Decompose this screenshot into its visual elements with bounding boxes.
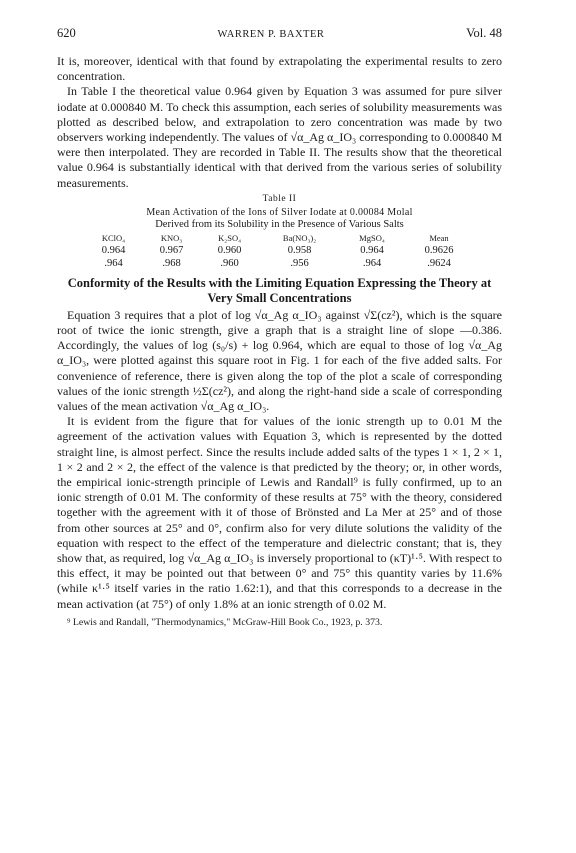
section-heading: Conformity of the Results with the Limiting Equation Expressing the Theory at Very Small Concentrations — [67, 275, 492, 305]
paragraph-continuation: It is, moreover, identical with that found by extrapolating the experimental results to zero concentration. — [57, 54, 502, 84]
table-cell: 0.967 — [159, 244, 184, 256]
paragraph-equation-3: Equation 3 requires that a plot of log √α_Ag α_IO₃ against √Σ(cz²), which is the square root of twice the ionic strength, give a graph that is a straight line of slope —0.386. Accordingly, the values of log (s₀/s) + log 0.964, which are equal to those of log √α_Ag α_IO₃, were plotted against this square root in Fig. 1 for each of the five added salts. For convenience of reference, there is given along the top of the plot a scale of corresponding values of the ionic strength ½Σ(cz²), and along the right-hand side a scale of corresponding values of the mean activation √α_Ag α_IO₃. — [57, 307, 502, 414]
table-cell: 0.964 — [101, 244, 126, 256]
table-cell: 0.964 — [360, 244, 384, 256]
table-caption: Table II — [262, 193, 297, 204]
footnote: ⁹ Lewis and Randall, "Thermodynamics," McGraw-Hill Book Co., 1923, p. 373. — [67, 616, 383, 628]
column-header: Mean — [429, 232, 449, 243]
page-number: 620 — [57, 26, 76, 40]
activation-table — [85, 232, 475, 270]
column-header: KNO₃ — [160, 232, 183, 243]
table-cell: .968 — [162, 257, 181, 269]
column-header: KClO₄ — [101, 232, 126, 243]
table-header-row — [85, 232, 475, 244]
table-cell: .956 — [290, 257, 309, 269]
paragraph-table-intro: In Table I the theoretical value 0.964 given by Equation 3 was assumed for pure silver iodate at 0.000840 M. To check this assumption, each series of solubility measurements was plotted as described below, and extrapolation to zero concentration was made by two observers working independently. The values of √α_Ag α_IO₃ corresponding to 0.000840 M were then interpolated. They are recorded in Table II. The results show that the theoretical value 0.964 is substantially identical with that derived from the various series of solubility measurements. — [57, 84, 502, 190]
table-cell: .960 — [220, 257, 239, 269]
table-cell: 0.960 — [217, 244, 242, 256]
journal-page — [57, 26, 502, 629]
column-header: MgSO₄ — [359, 232, 385, 243]
table-cell: .964 — [104, 257, 123, 269]
table-row — [85, 244, 475, 257]
running-header — [57, 26, 502, 44]
table-row — [85, 257, 475, 270]
column-header: K₂SO₄ — [218, 232, 242, 243]
column-header: Ba(NO₃)₂ — [282, 232, 317, 243]
table-cell: .964 — [362, 257, 382, 269]
table-subtitle: Derived from its Solubility in the Presence of Various Salts — [155, 218, 404, 230]
table-title: Mean Activation of the Ions of Silver Iodate at 0.00084 Molal — [146, 206, 413, 218]
paragraph-figure-discussion: It is evident from the figure that for values of the ionic strength up to 0.01 M the agreement of the activation values with Equation 3, which is represented by the dotted straight line, is almost perfect. Since the results include added salts of the types 1 × 1, 2 × 1, 1 × 2 and 2 × 2, the effect of the valence is that predicted by the theory; or, in other words, the empirical ionic-strength principle of Lewis and Randall⁹ is fully confirmed, up to an ionic strength of 0.01 M. The conformity of these results at 75° with the theory, considered together with the agreement with it of those of Brönsted and La Mer at 25° and of those from other sources at 25° and 0°, confirm also for very dilute solutions the validity of the equation with respect to the effect of the temperature and dielectric constant; that is, they show that, as required, log √α_Ag α_IO₃ is inversely proportional to (κT)¹·⁵. With respect to this effect, it may be pointed out that between 0° and 75° this quantity varies by 11.6% (while κ¹·⁵ itself varies in the ratio 1.62:1), and that this corresponds to a decrease in the mean activation (at 75°) of only 1.8% at an ionic strength of 0.02 M. — [57, 414, 502, 611]
table-cell: 0.958 — [287, 244, 312, 256]
table-cell: 0.9626 — [424, 244, 454, 256]
running-title: WARREN P. BAXTER — [217, 29, 325, 40]
table-cell: .9624 — [427, 257, 451, 269]
volume-label: Vol. 48 — [466, 26, 502, 40]
